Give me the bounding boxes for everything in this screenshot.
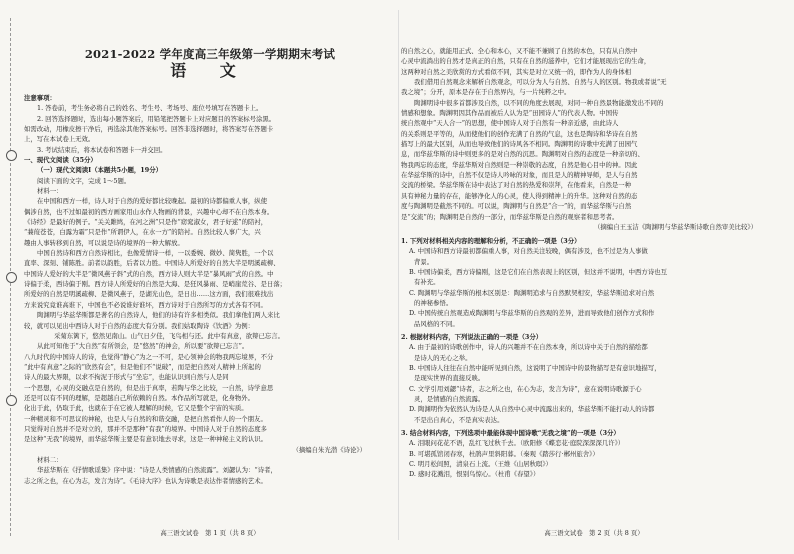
material-label: 材料一： <box>37 187 63 196</box>
section-heading: 一、现代文阅读（35分） <box>24 156 97 164</box>
answer-option-a[interactable]: A. 中国诗和西方诗最初都偏重人事，对自然关注较晚，偶有涉及，也不过是为人事做 <box>409 247 648 256</box>
paragraph-line: 是这种“无我”的境界，而华兹华斯主要是有意识地去寻求，这是一种神秘主义的认识。 <box>24 435 267 444</box>
answer-option-b[interactable]: B. 中国诗偏柔，西方诗偏刚，这是它们在自然表现上的区别，但这并不说明，中西方诗也互 <box>409 268 667 277</box>
answer-option-d[interactable]: D. 感时花溅泪，恨别鸟惊心。（杜甫《春望》） <box>409 470 540 479</box>
paragraph-line: 较，就可以见出中西诗人对于自然的态度大有分别。我们姑取陶诗《饮酒》为例： <box>24 321 255 330</box>
paragraph-line: 直率、深刻、铺陈胜。前者以韵胜，后者以力胜。中国诗人所爱好的自然大半是明溪疏柳、 <box>24 259 280 268</box>
paragraph-line: 趣由人事转移到自然，可以说是诗的境界的一种大解放。 <box>24 238 184 247</box>
poem-line: 采菊东篱下，悠然见南山。山气日夕佳，飞鸟相与还。此中有真意，欲辩已忘言。 <box>54 331 285 340</box>
binding-hole-icon <box>6 272 17 283</box>
paragraph-line: 诗人的最大界限，以求不拘泥于形式与“坐忘”，也能认识到自然与人是同 <box>24 373 229 382</box>
instruction: 阅读下面的文字，完成 1～5题。 <box>37 176 131 185</box>
notice-item: 上，写在本试卷上无效。 <box>24 135 95 144</box>
answer-option-b[interactable]: B. 可堪孤馆闭春寒，杜鹃声里斜阳暮。（秦观《踏莎行·郴州旅舍》） <box>409 449 599 458</box>
paragraph-line: 是“交流”的；陶渊明是自然的一部分，而华兹华斯是自然的观察者和思考者。 <box>401 212 619 221</box>
material-continuation <box>401 46 787 232</box>
paragraph-line: 《诗经》是最好的例子。“关关雎鸠，在河之洲”只是作“窈窕淑女，君子好逑”的陪衬， <box>24 218 268 227</box>
subsection-heading: （一）现代文阅读Ⅰ（本题共5小题，19分） <box>37 166 162 175</box>
paragraph-line: 度与陶渊明是截然不同的。可以说，陶渊明与自然是“合一”的，而华兹华斯与自然 <box>401 202 632 211</box>
answer-option-a[interactable]: A. 泪眼问花花不语，乱红飞过秋千去。（欧阳修《蝶恋花·庭院深深深几许》） <box>409 439 625 448</box>
paragraph-line: 志之所之也，在心为志，发言为诗”。《毛诗大序》也认为诗歌是表达作者情感的艺术。 <box>24 476 267 485</box>
paragraph-line: 只觉得对自然并不是对立的，那并不是那种“有我”的境界。中国诗人对于自然的态度多 <box>24 424 267 433</box>
reading-section <box>24 155 396 486</box>
notice-heading: 注意事项： <box>24 94 56 102</box>
notice-item: 3. 考试结束后，将本试卷和答题卡一并交回。 <box>37 145 167 154</box>
paragraph-line: 统自然观中“天人合一”的思想，使中国诗人对于自然有一种亲近感，由此诗人 <box>401 119 619 128</box>
paragraph-line: 陶渊明与华兹华斯都是著名的自然诗人，他们的诗有许多相类似。我们拿他们两人来比 <box>37 311 280 320</box>
page-1 <box>24 0 396 554</box>
answer-option-cont: 不是出自真心，不是真实表达。 <box>414 415 504 424</box>
source-citation: （摘编自王玉洁《陶渊明与华兹华斯诗歌自然审美比较》） <box>594 222 757 231</box>
answer-option-cont: 灵，是情感的自然流露。 <box>414 395 485 404</box>
paragraph-line: 所爱好的自然是明溪疏柳、是微风燕子，是湖光山色，是日出……这方面，我们很难找出 <box>24 290 274 299</box>
paragraph-line: 华兹华斯在《抒情歌谣集》序中说：“诗是人类情感的自然流露”。刘勰认为：“诗者， <box>37 466 277 475</box>
binding-hole-icon <box>6 150 17 161</box>
paragraph-line: “此中有真意”之际的“欣然有会”，但是他们不“说破”，而是把自然对人精神上所起的 <box>24 362 261 371</box>
answer-option-cont: 背景。 <box>414 257 434 266</box>
page-divider <box>398 10 399 540</box>
notice-item: 1. 答卷前，考生务必将自己的姓名、考生号、考场号、座位号填写在答题卡上。 <box>37 104 263 113</box>
page-footer: 高三语文试卷 第 1 页（共 8 页） <box>160 529 260 537</box>
paragraph-line: 在华兹华斯的诗中，自然不仅是诗人吟咏的对象，而且是人的精神导师，是人与自然 <box>401 171 638 180</box>
material-label: 材料二： <box>37 455 63 464</box>
answer-option-cont: 是诗人的无心之举。 <box>414 353 472 362</box>
paragraph-line: 交流的桥梁。华兹华斯在诗中表达了对自然的热爱和崇拜，在他看来，自然是一种 <box>401 181 632 190</box>
answer-option-cont: 的神秘参悟。 <box>414 299 453 308</box>
binding-hole-icon <box>6 395 17 406</box>
subject-title: 语 文 <box>170 61 250 80</box>
answer-option-c[interactable]: C. 陶渊明与华兹华斯的根本区别是：陶渊明追求与自然默契相安，华兹华斯追求对自然 <box>409 288 655 297</box>
notice-item: 2. 回答选择题时，选出每小题答案后，用铅笔把答题卡上对应题目的答案标号涂黑。 <box>37 114 276 123</box>
answer-option-d[interactable]: D. 陶渊明作为依然认为诗是人从自然中心灵中流露出来的，华兹华斯不能打动人的诗都 <box>409 405 655 414</box>
paragraph-line: 诗偏于柔，西诗偏于刚。西方诗人所爱好的自然是大海、是狂风暴雨、是峭崖荒谷、是日落； <box>24 280 287 289</box>
paragraph-line: 中国诗人爱好的大半是“微风燕子斜”式的自然，西方诗人则大半是“暴风雨”式的自然。中 <box>24 269 274 278</box>
paragraph-line: 中国自然诗和西方自然诗相比，也像爱情诗一样，一以委婉、微妙、简隽胜，一个以 <box>37 249 274 258</box>
notice-item: 如需改动，用橡皮擦干净后，再选涂其他答案标号。回答非选择题时，将答案写在答题卡 <box>24 125 274 134</box>
paragraph-line: 一种精灵和不可思议的神秘，也是人与自然的和谐交融，是把自然看作人的一个朋友。 <box>24 414 267 423</box>
question-stem: 1. 下列对材料相关内容的理解和分析，不正确的一项是（3分） <box>401 237 581 245</box>
answer-option-d[interactable]: D. 中国传统自然观造成陶渊明与华兹华斯的自然观的差异，进而导致他们创作方式和作 <box>409 309 655 318</box>
question-3 <box>401 428 787 480</box>
question-1 <box>401 236 787 329</box>
paragraph-line: 还是可以有不同的理解，是超越自己所依赖的自然。本作品所写就是，化身物外。 <box>24 393 255 402</box>
answer-option-c[interactable]: C. 文学引用刘勰“诗者，志之所之也，在心为志，发言为诗”，意在说明诗歌源于心 <box>409 384 642 393</box>
notice-section <box>24 93 396 155</box>
page-footer: 高三语文试卷 第 2 页（共 8 页） <box>544 529 644 537</box>
paragraph-line: 息，而华兹华斯的诗中则更多的是对自然的沉思。陶渊明对自然的态度是一种亲切的、 <box>401 150 644 159</box>
paragraph-line: 情感和想象。陶渊明因其作品而被后人认为是“田园诗人”的代表人物。中国传 <box>401 109 619 118</box>
paragraph-line: 从此可知他于“大自然”有所领会，是“悠然”的神会，所以要“欲辩已忘言”。 <box>37 342 249 351</box>
page-2 <box>401 0 787 554</box>
paragraph-line: 在中国和西方一样，诗人对于自然的爱好都比较晚起。最初的诗都偏重人事，纵使 <box>37 197 268 206</box>
paragraph-line: 的自然之心，就能用正式、全心和本心，又不能不兼顾了自然的本色，只有从自然中 <box>401 47 638 55</box>
paragraph-line: 具有神秘力量的存在，能够净化人的心灵，使人得到精神上的升华。这种对自然的态 <box>401 191 638 200</box>
paragraph-line: 八九时代的中国诗人的诗，也觉得“静心”为之一不可，是心领神会的物我两忘境界，不分 <box>24 352 274 361</box>
question-stem: 3. 结合材料内容，下列选项中最能体现中国诗歌“无我之境”的一项是（3分） <box>401 429 620 437</box>
question-stem: 2. 根据材料内容，下列说法正确的一项是（3分） <box>401 333 543 341</box>
paragraph-line: 化出于此，仍取于此，也就在于在它被人理解的时候，它又是整个宇宙的实质。 <box>24 404 248 413</box>
paragraph-line: 偶涉自然，也不过如最初的西方画家用山水作人物画的背景，兴趣中心却不在自然本身。 <box>24 207 274 216</box>
paragraph-line: 心灵中流淌出的自然才是真正的自然，只有在自然的滋养中，它们才能展现出它的生命， <box>401 57 651 66</box>
source-citation: （摘编自朱光潜《诗论》） <box>292 445 366 454</box>
answer-option-a[interactable]: A. 由于最初的诗歌创作中，诗人的兴趣并不在自然本身，所以诗中关于自然的描绘都 <box>409 343 648 352</box>
answer-option-cont: 是现实世界的直接反映。 <box>414 374 485 383</box>
answer-option-c[interactable]: C. 明月松间照，清泉石上流。（王维《山居秋暝》） <box>409 460 552 469</box>
answer-option-cont: 品风格的不同。 <box>414 319 459 328</box>
paragraph-line: 的关系则是平等的，从而使他们的创作充满了自然的气息，这也是陶诗和华诗在自然 <box>401 129 638 138</box>
paragraph-line: 这两种对自然之美欣赏的方式看似不同，其实是对立又统一的，即作为人的身体相 <box>401 67 632 76</box>
paragraph-line: 描写上的最大区别，从而也导致他们的诗风各不相同。陶渊明的诗歌中充满了田园气 <box>401 140 638 149</box>
paragraph-line: 一个思想，心灵的交融点是自然的，但是出于真率，若陶与华之比较，一自然，诗学意思 <box>24 383 274 392</box>
answer-option-b[interactable]: B. 中国诗人往往在自然中能听见到自然，这说明了中国诗中的景物描写是有意识地描写， <box>409 364 661 373</box>
paragraph-line: 物我两忘的态度，华兹华斯对自然则是一种崇敬的态度，自然是他心目中的神。因此 <box>401 160 638 169</box>
paragraph-line: 我之境”；分开，原本是存在于自然界内，与一片纯粹之中。 <box>401 88 571 97</box>
paragraph-line: “蒹葭苍苍，白露为霜”只是作“所谓伊人，在水一方”的陪衬。自然比较人事广大，兴 <box>24 228 261 237</box>
paragraph-line: 方来说究竟谁高谁下，中国也不必说谁好谁坏，西方诗对于自然所写的方式各有不同。 <box>24 300 267 309</box>
paragraph-line: 我们借用自然观念来解析自然观念，可以分为人与自然、自然与人的区别。物我或者说“无 <box>414 78 667 87</box>
paragraph-line: 陶渊明诗中很多首都涉及自然，以不同的角度去展现，对同一种自然景物能激发出不同的 <box>414 98 664 107</box>
question-2 <box>401 332 787 425</box>
answer-option-cont: 有补充。 <box>414 278 440 287</box>
binding-margin <box>0 0 22 554</box>
exam-title: 2021-2022 学年度高三年级第一学期期末考试 <box>84 47 336 61</box>
